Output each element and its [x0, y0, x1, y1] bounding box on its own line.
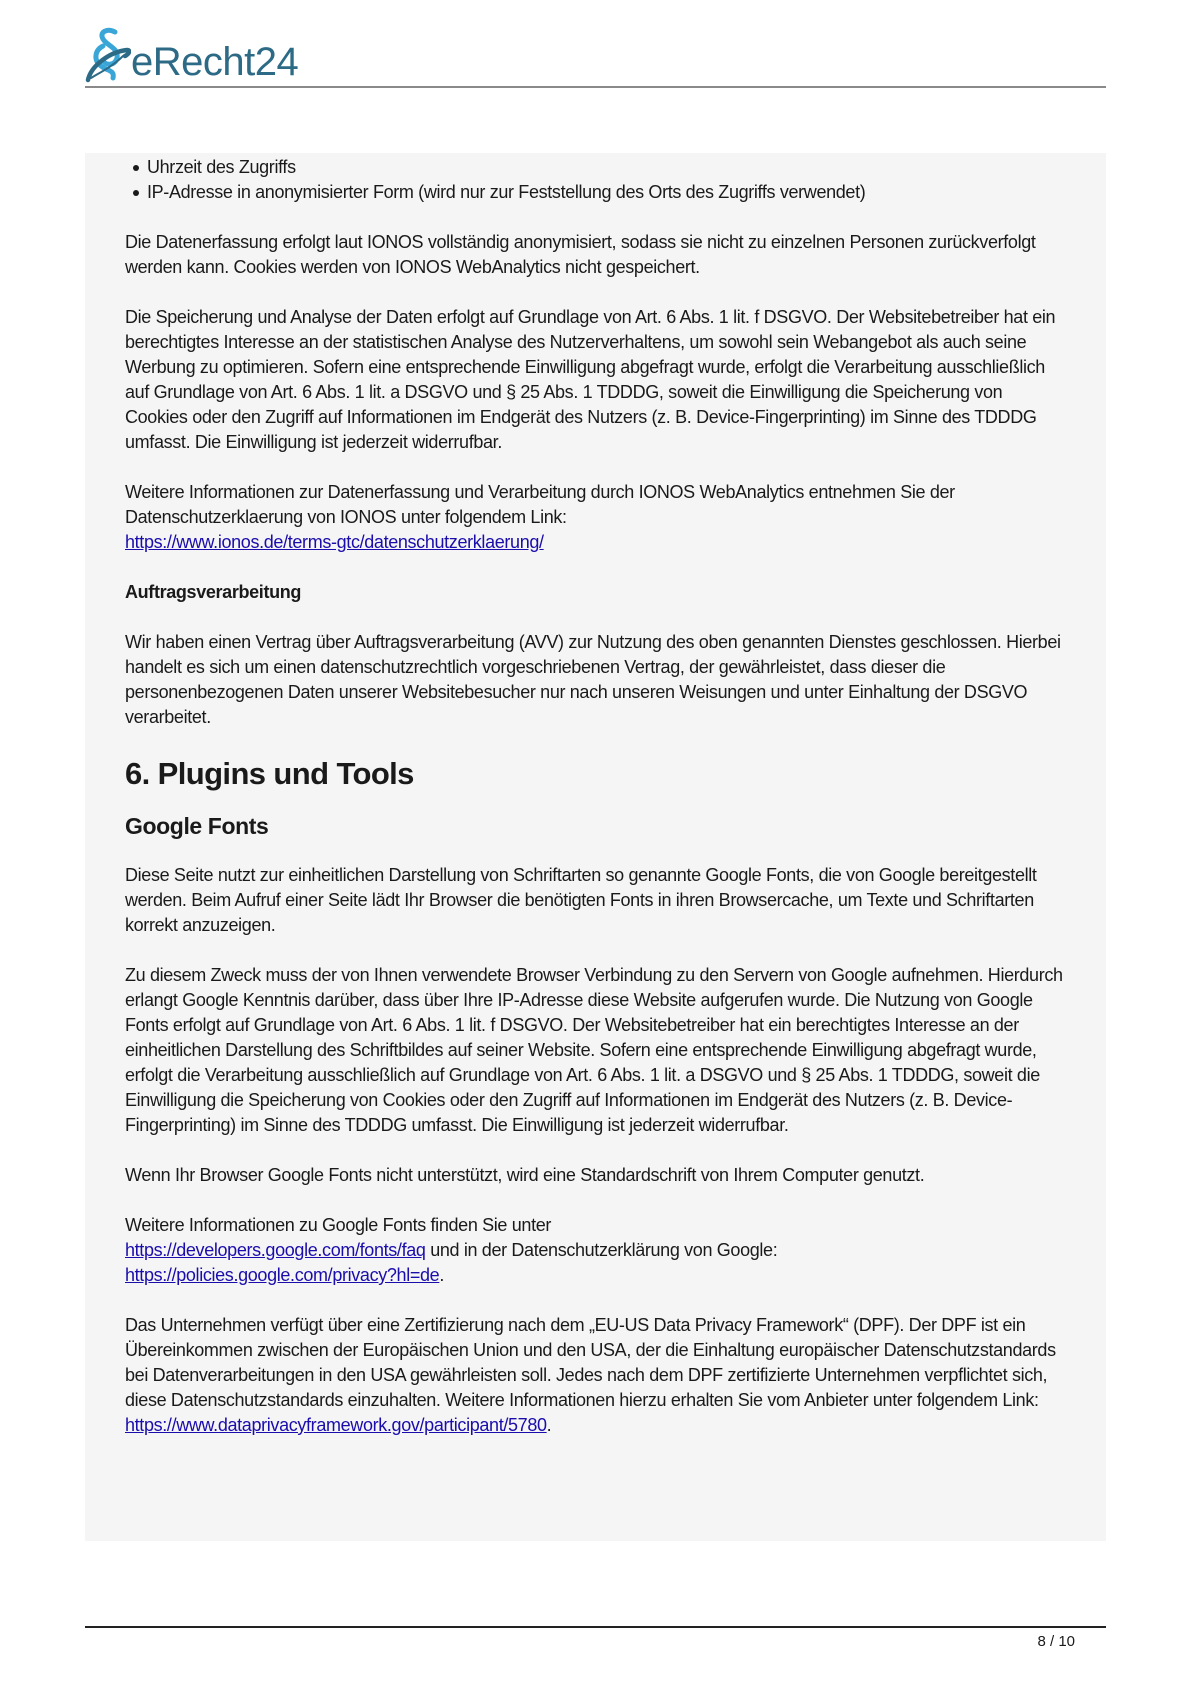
page-number: 8 / 10: [1037, 1633, 1075, 1650]
paragraph-legal-basis: Die Speicherung und Analyse der Daten erfolgt auf Grundlage von Art. 6 Abs. 1 lit. f DSGVO. Der Websitebetreiber hat ein berechtigtes Interesse an der statistischen Analyse des Nutzerverhaltens, um sowohl sein Webangebot als auch seine Werbung zu optimieren. Sofern eine entsprechende Einwilligung abgefragt wurde, erfolgt die Verarbeitung ausschließlich auf Grundlage von Art. 6 Abs. 1 lit. a DSGVO und § 25 Abs. 1 TDDDG, soweit die Einwilligung die Speicherung von Cookies oder den Zugriff auf Informationen im Endgerät des Nutzers (z. B. Device-Fingerprinting) im Sinne des TDDDG umfasst. Die Einwilligung ist jederzeit widerrufbar.: [125, 307, 1056, 452]
list-item: Uhrzeit des Zugriffs: [133, 155, 1066, 180]
page-header: [85, 26, 1106, 88]
dpf-participant-link[interactable]: https://www.dataprivacyframework.gov/participant/5780: [125, 1415, 547, 1435]
bullet-icon: [133, 165, 139, 171]
bullet-list: [125, 155, 1066, 205]
paragraph-google-fonts-intro: Diese Seite nutzt zur einheitlichen Darstellung von Schriftarten so genannte Google Fonts, die von Google bereitgestellt werden. Beim Aufruf einer Seite lädt Ihr Browser die benötigten Fonts in ihren Browsercache, um Texte und Schriftarten korrekt anzuzeigen.: [125, 865, 1037, 935]
paragraph-ionos-info: Weitere Informationen zur Datenerfassung und Verarbeitung durch IONOS WebAnalytics entnehmen Sie der Datenschutzerklaerung von IONOS unter folgendem Link: https://www.ionos.de/terms-gtc/datenschutzerklaerung/: [125, 482, 955, 552]
list-item: IP-Adresse in anonymisierter Form (wird nur zur Feststellung des Orts des Zugriffs verwendet): [133, 180, 1066, 205]
paragraph-google-fonts-legal: Zu diesem Zweck muss der von Ihnen verwendete Browser Verbindung zu den Servern von Google aufnehmen. Hierdurch erlangt Google Kenntnis darüber, dass über Ihre IP-Adresse diese Website aufgerufen wurde. Die Nutzung von Google Fonts erfolgt auf Grundlage von Art. 6 Abs. 1 lit. f DSGVO. Der Websitebetreiber hat ein berechtigtes Interesse an der einheitlichen Darstellung des Schriftbildes auf seiner Website. Sofern eine entsprechende Einwilligung abgefragt wurde, erfolgt die Verarbeitung ausschließlich auf Grundlage von Art. 6 Abs. 1 lit. a DSGVO und § 25 Abs. 1 TDDDG, soweit die Einwilligung die Speicherung von Cookies oder den Zugriff auf Informationen im Endgerät des Nutzers (z. B. Device-Fingerprinting) im Sinne des TDDDG umfasst. Die Einwilligung ist jederzeit widerrufbar.: [125, 965, 1063, 1135]
header-divider: [85, 86, 1106, 88]
heading-google-fonts: Google Fonts: [125, 813, 269, 839]
document-body: [85, 153, 1106, 1541]
section-title: 6. Plugins und Tools: [125, 756, 414, 791]
google-fonts-faq-link[interactable]: https://developers.google.com/fonts/faq: [125, 1240, 426, 1260]
paragraph-google-fonts-fallback: Wenn Ihr Browser Google Fonts nicht unterstützt, wird eine Standardschrift von Ihrem Computer genutzt.: [125, 1165, 925, 1185]
bullet-icon: [133, 190, 139, 196]
heading-auftragsverarbeitung: Auftragsverarbeitung: [125, 582, 302, 602]
erecht24-logo: [85, 26, 298, 84]
paragraph-anonymization: Die Datenerfassung erfolgt laut IONOS vollständig anonymisiert, sodass sie nicht zu einzelnen Personen zurückverfolgt werden kann. Cookies werden von IONOS WebAnalytics nicht gespeichert.: [125, 232, 1036, 277]
ionos-privacy-link[interactable]: https://www.ionos.de/terms-gtc/datenschutzerklaerung/: [125, 532, 544, 552]
paragraph-google-fonts-more-info: Weitere Informationen zu Google Fonts finden Sie unter https://developers.google.com/fonts/faq und in der Datenschutzerklärung von Google: https://policies.google.com/privacy?hl=de.: [125, 1215, 778, 1285]
google-privacy-link[interactable]: https://policies.google.com/privacy?hl=de: [125, 1265, 440, 1285]
logo-wordmark: eRecht24: [131, 40, 299, 84]
paragraph-knot-icon: [85, 26, 131, 84]
paragraph-avv: Wir haben einen Vertrag über Auftragsverarbeitung (AVV) zur Nutzung des oben genannten Dienstes geschlossen. Hierbei handelt es sich um einen datenschutzrechtlich vorgeschriebenen Vertrag, der gewährleistet, dass dieser die personenbezogenen Daten unserer Websitebesucher nur nach unseren Weisungen und unter Einhaltung der DSGVO verarbeitet.: [125, 632, 1061, 727]
footer-divider: [85, 1626, 1106, 1628]
paragraph-dpf: Das Unternehmen verfügt über eine Zertifizierung nach dem „EU-US Data Privacy Framework“ (DPF). Der DPF ist ein Übereinkommen zwischen der Europäischen Union und den USA, der die Einhaltung europäischer Datenschutzstandards bei Datenverarbeitungen in den USA gewährleisten soll. Jedes nach dem DPF zertifizierte Unternehmen verpflichtet sich, diese Datenschutzstandards einzuhalten. Weitere Informationen hierzu erhalten Sie vom Anbieter unter folgendem Link: https://www.dataprivacyframework.gov/participant/5780.: [125, 1315, 1056, 1435]
